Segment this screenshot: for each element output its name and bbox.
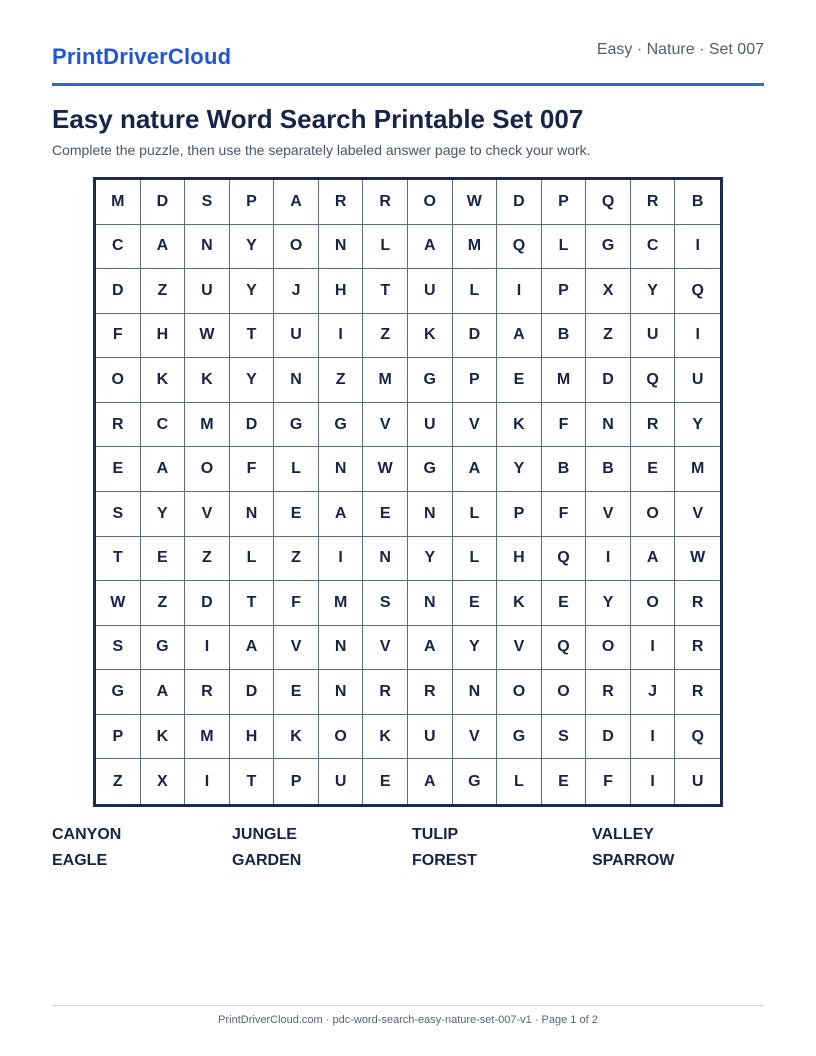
grid-cell: K: [497, 403, 542, 448]
grid-cell: I: [631, 759, 676, 804]
grid-cell: K: [408, 314, 453, 359]
grid-cell: A: [453, 447, 498, 492]
grid-cell: K: [141, 715, 186, 760]
grid-cell: N: [363, 537, 408, 582]
grid-cell: H: [141, 314, 186, 359]
grid-cell: P: [96, 715, 141, 760]
word-list: [52, 826, 764, 878]
grid-cell: T: [230, 581, 275, 626]
grid-cell: Q: [542, 537, 587, 582]
grid-cell: N: [319, 225, 364, 270]
grid-cell: O: [408, 180, 453, 225]
page-subtitle: Complete the puzzle, then use the separately labeled answer page to check your work.: [52, 142, 591, 158]
grid-cell: N: [319, 626, 364, 671]
grid-cell: F: [230, 447, 275, 492]
grid-cell: A: [141, 670, 186, 715]
grid-cell: M: [453, 225, 498, 270]
grid-cell: T: [363, 269, 408, 314]
grid-cell: D: [141, 180, 186, 225]
grid-cell: E: [453, 581, 498, 626]
grid-cell: I: [675, 314, 720, 359]
page-footer: PrintDriverCloud.com · pdc-word-search-easy-nature-set-007-v1 · Page 1 of 2: [52, 1005, 764, 1026]
grid-cell: E: [631, 447, 676, 492]
grid-cell: R: [185, 670, 230, 715]
grid-cell: B: [542, 447, 587, 492]
grid-cell: Q: [542, 626, 587, 671]
grid-cell: R: [363, 180, 408, 225]
grid-cell: M: [363, 358, 408, 403]
grid-cell: L: [497, 759, 542, 804]
grid-cell: A: [319, 492, 364, 537]
word-list-item: GARDEN: [232, 852, 302, 869]
grid-cell: M: [185, 715, 230, 760]
grid-cell: A: [141, 225, 186, 270]
grid-cell: L: [274, 447, 319, 492]
grid-cell: N: [408, 492, 453, 537]
grid-cell: R: [675, 581, 720, 626]
grid-cell: Z: [319, 358, 364, 403]
grid-cell: V: [675, 492, 720, 537]
grid-cell: U: [408, 715, 453, 760]
grid-cell: Z: [274, 537, 319, 582]
grid-cell: A: [408, 626, 453, 671]
grid-cell: Q: [497, 225, 542, 270]
grid-cell: E: [96, 447, 141, 492]
grid-cell: Y: [497, 447, 542, 492]
grid-cell: I: [497, 269, 542, 314]
grid-cell: Y: [141, 492, 186, 537]
grid-cell: K: [274, 715, 319, 760]
grid-cell: N: [408, 581, 453, 626]
grid-cell: R: [631, 180, 676, 225]
grid-cell: A: [274, 180, 319, 225]
grid-cell: S: [96, 626, 141, 671]
grid-cell: O: [542, 670, 587, 715]
word-list-item: CANYON: [52, 826, 122, 843]
grid-cell: F: [96, 314, 141, 359]
grid-cell: O: [497, 670, 542, 715]
grid-cell: D: [230, 670, 275, 715]
grid-cell: X: [586, 269, 631, 314]
grid-cell: B: [586, 447, 631, 492]
grid-cell: G: [274, 403, 319, 448]
grid-cell: E: [141, 537, 186, 582]
grid-cell: B: [675, 180, 720, 225]
grid-cell: A: [631, 537, 676, 582]
grid-cell: I: [185, 626, 230, 671]
grid-cell: V: [497, 626, 542, 671]
grid-cell: Z: [185, 537, 230, 582]
grid-cell: F: [274, 581, 319, 626]
grid-cell: P: [542, 180, 587, 225]
grid-cell: W: [453, 180, 498, 225]
grid-cell: R: [631, 403, 676, 448]
grid-cell: D: [453, 314, 498, 359]
word-list-item: SPARROW: [592, 852, 675, 869]
word-search-grid: [93, 177, 723, 807]
grid-cell: N: [319, 447, 364, 492]
grid-cell: Q: [675, 715, 720, 760]
grid-cell: W: [96, 581, 141, 626]
grid-cell: E: [542, 581, 587, 626]
grid-cell: Y: [631, 269, 676, 314]
grid-cell: M: [96, 180, 141, 225]
word-list-item: JUNGLE: [232, 826, 297, 843]
word-list-item: EAGLE: [52, 852, 108, 869]
grid-cell: I: [586, 537, 631, 582]
word-list-item: TULIP: [412, 826, 459, 843]
grid-cell: R: [96, 403, 141, 448]
grid-cell: Y: [453, 626, 498, 671]
grid-cell: V: [274, 626, 319, 671]
grid-cell: O: [586, 626, 631, 671]
grid-cell: A: [497, 314, 542, 359]
grid-cell: D: [586, 715, 631, 760]
grid-cell: P: [542, 269, 587, 314]
grid-cell: F: [542, 492, 587, 537]
grid-cell: Y: [675, 403, 720, 448]
grid-cell: S: [542, 715, 587, 760]
grid-cell: J: [631, 670, 676, 715]
grid-cell: S: [96, 492, 141, 537]
grid-cell: S: [185, 180, 230, 225]
grid-cell: D: [586, 358, 631, 403]
grid-cell: E: [274, 670, 319, 715]
grid-cell: N: [586, 403, 631, 448]
grid-cell: W: [675, 537, 720, 582]
grid-cell: Y: [230, 358, 275, 403]
grid-cell: T: [230, 759, 275, 804]
grid-cell: O: [631, 581, 676, 626]
grid-cell: Z: [96, 759, 141, 804]
grid-cell: X: [141, 759, 186, 804]
grid-cell: K: [497, 581, 542, 626]
grid-cell: B: [542, 314, 587, 359]
grid-cell: P: [453, 358, 498, 403]
grid-cell: P: [274, 759, 319, 804]
grid-cell: U: [408, 403, 453, 448]
grid-cell: M: [319, 581, 364, 626]
grid-cell: V: [185, 492, 230, 537]
grid-cell: E: [363, 492, 408, 537]
grid-cell: Q: [586, 180, 631, 225]
grid-cell: V: [586, 492, 631, 537]
grid-cell: Y: [586, 581, 631, 626]
grid-cell: K: [363, 715, 408, 760]
grid-cell: A: [230, 626, 275, 671]
grid-cell: O: [274, 225, 319, 270]
grid-cell: U: [675, 358, 720, 403]
grid-cell: R: [675, 670, 720, 715]
grid-cell: F: [586, 759, 631, 804]
grid-cell: U: [319, 759, 364, 804]
grid-cell: C: [141, 403, 186, 448]
grid-cell: D: [230, 403, 275, 448]
grid-cell: D: [96, 269, 141, 314]
grid-cell: R: [319, 180, 364, 225]
grid-cell: W: [185, 314, 230, 359]
grid-cell: R: [363, 670, 408, 715]
grid-cell: G: [586, 225, 631, 270]
brand-logo: PrintDriverCloud: [52, 44, 232, 69]
grid-cell: Z: [141, 269, 186, 314]
grid-cell: K: [185, 358, 230, 403]
grid-cell: O: [96, 358, 141, 403]
grid-cell: Y: [230, 225, 275, 270]
grid-cell: P: [497, 492, 542, 537]
grid-cell: G: [319, 403, 364, 448]
grid-cell: N: [185, 225, 230, 270]
grid-cell: F: [542, 403, 587, 448]
grid-cell: H: [497, 537, 542, 582]
grid-cell: M: [675, 447, 720, 492]
grid-cell: L: [363, 225, 408, 270]
grid-cell: N: [319, 670, 364, 715]
breadcrumb: Easy · Nature · Set 007: [596, 41, 764, 58]
grid-cell: I: [185, 759, 230, 804]
grid-cell: I: [319, 537, 364, 582]
grid-cell: C: [96, 225, 141, 270]
grid-cell: S: [363, 581, 408, 626]
grid-cell: R: [675, 626, 720, 671]
grid-cell: E: [497, 358, 542, 403]
grid-cell: V: [363, 626, 408, 671]
grid-cell: I: [631, 715, 676, 760]
grid-cell: Q: [675, 269, 720, 314]
grid-cell: G: [408, 358, 453, 403]
grid-cell: V: [453, 403, 498, 448]
grid-cell: U: [408, 269, 453, 314]
grid-cell: H: [319, 269, 364, 314]
grid-cell: T: [96, 537, 141, 582]
grid-cell: G: [141, 626, 186, 671]
grid-cell: Y: [230, 269, 275, 314]
grid-cell: Z: [363, 314, 408, 359]
grid-cell: G: [497, 715, 542, 760]
grid-cell: Y: [408, 537, 453, 582]
grid-cell: P: [230, 180, 275, 225]
word-list-item: FOREST: [412, 852, 477, 869]
grid-cell: O: [319, 715, 364, 760]
grid-cell: A: [408, 759, 453, 804]
grid-cell: N: [453, 670, 498, 715]
grid-cell: H: [230, 715, 275, 760]
grid-cell: Z: [141, 581, 186, 626]
grid-cell: E: [363, 759, 408, 804]
grid-cell: G: [96, 670, 141, 715]
grid-cell: T: [230, 314, 275, 359]
grid-cell: D: [185, 581, 230, 626]
grid-cell: K: [141, 358, 186, 403]
grid-cell: W: [363, 447, 408, 492]
grid-cell: C: [631, 225, 676, 270]
grid-cell: L: [230, 537, 275, 582]
grid-cell: V: [453, 715, 498, 760]
grid-cell: N: [230, 492, 275, 537]
grid-cell: A: [408, 225, 453, 270]
grid-cell: U: [631, 314, 676, 359]
grid-cell: Z: [586, 314, 631, 359]
grid-cell: I: [319, 314, 364, 359]
grid-cell: E: [274, 492, 319, 537]
page-header: [52, 0, 764, 86]
grid-cell: R: [408, 670, 453, 715]
grid-cell: L: [453, 269, 498, 314]
grid-cell: U: [274, 314, 319, 359]
grid-cell: D: [497, 180, 542, 225]
grid-cell: I: [631, 626, 676, 671]
page-title: Easy nature Word Search Printable Set 007: [52, 104, 584, 134]
grid-cell: J: [274, 269, 319, 314]
grid-cell: U: [185, 269, 230, 314]
grid-cell: Q: [631, 358, 676, 403]
grid-cell: U: [691, 772, 704, 790]
grid-cell: N: [274, 358, 319, 403]
grid-cell: V: [363, 403, 408, 448]
grid-cell: A: [141, 447, 186, 492]
grid-cell: M: [185, 403, 230, 448]
grid-cell: I: [675, 225, 720, 270]
grid-cell: M: [542, 358, 587, 403]
grid-cell: L: [542, 225, 587, 270]
grid-cell: G: [453, 759, 498, 804]
grid-cell: O: [185, 447, 230, 492]
grid-cell: L: [453, 492, 498, 537]
word-list-item: VALLEY: [592, 826, 654, 843]
grid-cell: R: [586, 670, 631, 715]
grid-cell: G: [408, 447, 453, 492]
grid-cell: O: [631, 492, 676, 537]
grid-cell: L: [453, 537, 498, 582]
grid-cell: E: [542, 759, 587, 804]
